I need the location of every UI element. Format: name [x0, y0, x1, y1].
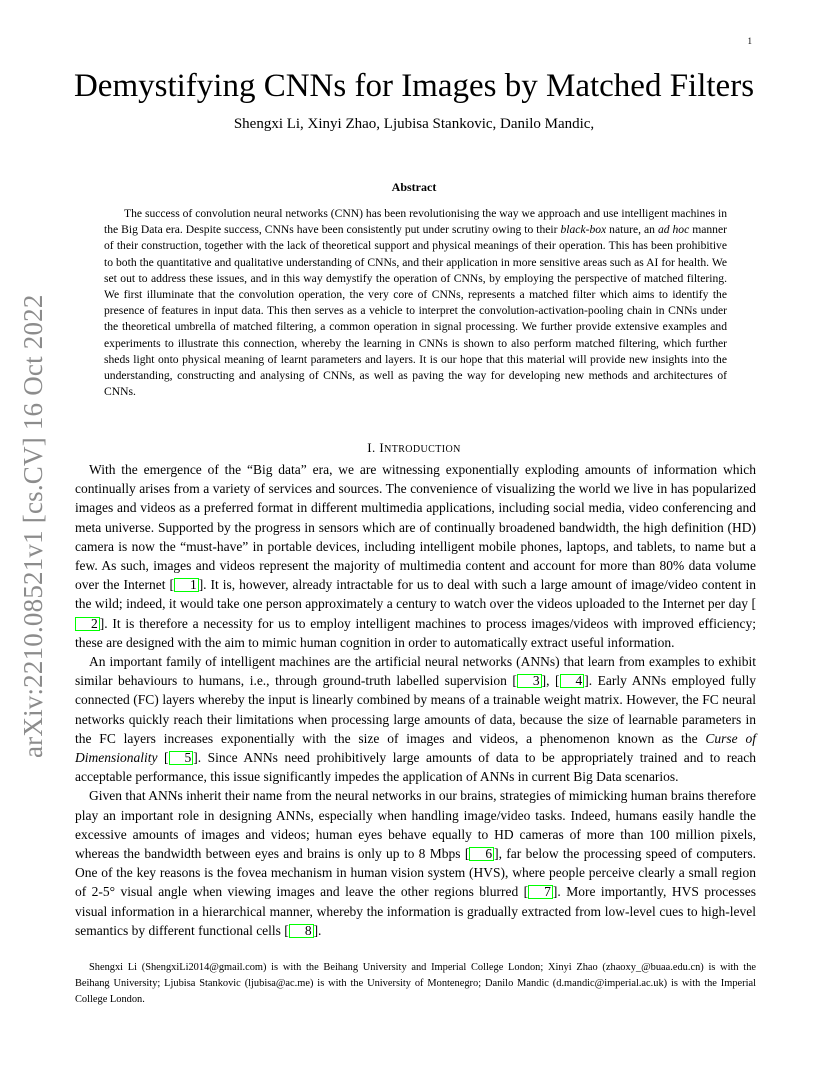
paragraph-text: ], far below the processing speed of computers. One of the key reasons is the fovea mechanism in human vision system (HVS), where people perceive clearly a small region of 2-5° visual angle when viewing images and leave the other regions blurred [: [75, 846, 757, 900]
citation-link[interactable]: 4: [560, 674, 585, 688]
paragraph-text: Given that ANNs inherit their name from the neural networks in our brains, strategies of mimicking human brains therefore play an important role in designing ANNs, especially when handling image/video tasks. Indeed, humans easily handle the excessive amounts of images and videos; human eyes behave equally to HD cameras of more than 100 million pixels, whereas the bandwidth between eyes and brains is only up to 8 Mbps [: [75, 788, 756, 862]
paragraph-3: [75, 786, 756, 940]
page-number: 1: [747, 36, 752, 46]
paragraph-text: ], [: [541, 673, 560, 689]
abstract-emphasis: black-box: [560, 223, 607, 237]
abstract-emphasis: ad hoc: [657, 223, 690, 237]
citation-link[interactable]: 3: [517, 674, 542, 688]
citation-link[interactable]: 7: [528, 885, 553, 899]
paragraph-text: ]. Early ANNs employed fully connected (FC) layers whereby the input is linearly combined by means of a trainable weight matrix. However, the FC neural networks quickly reach their limitations when processing large amounts of data, because the size of learnable parameters in the FC layers increases exponentially with the size of images and videos, a phenomenon known as the: [75, 673, 756, 746]
citation-link[interactable]: 5: [169, 751, 194, 765]
paragraph-text: ]. It is therefore a necessity for us to employ intelligent machines to process images/videos with improved efficiency; these are designed with the aim to mimic human cognition in order to automatically extract useful information.: [75, 615, 756, 650]
arxiv-identifier: arXiv:2210.08521v1 [cs.CV] 16 Oct 2022: [18, 294, 48, 758]
abstract-text-part: manner of their construction, together with the lack of theoretical support and physical meanings of their operation. This has been prohibitive to both the quantitative and qualitative understanding of CNNs, and their application in more sensitive areas such as AI for health. We set out to address these issues, and in this way demystify the operation of CNNs, by employing the perspective of matched filtering. We first illuminate that the convolution operation, the very core of CNNs, represents a matched filter which aims to identify the presence of features in input data. This then serves as a vehicle to interpret the convolution-activation-pooling chain in CNNs under the theoretical umbrella of matched filtering, a common operation in signal processing. We further provide extensive examples and experiments to illustrate this connection, whereby the learning in CNNs is shown to also perform matched filtering, which further sheds light onto physical meaning of learnt parameters and layers. It is our hope that this material will provide new insights into the understanding, constructing and analysing of CNNs, as well as paving the way for developing new methods and architectures of CNNs.: [104, 223, 727, 399]
paragraph-text: [: [157, 750, 169, 766]
abstract-text: [104, 206, 727, 400]
introduction-body: [75, 460, 756, 940]
citation-link[interactable]: 8: [289, 924, 314, 938]
paragraph-1: [75, 460, 756, 652]
section-heading-introduction: [60, 440, 768, 456]
emphasis-text: Curse of Dimensionality: [75, 730, 756, 766]
author-affiliation-footnote: Shengxi Li (ShengxiLi2014@gmail.com) is with the Beihang University and Imperial College London; Xinyi Zhao (zhaoxy_@buaa.edu.cn) is with the Beihang University; Ljubisa Stankovic (ljubisa@ac.me) is with the University of Montenegro; Danilo Mandic (d.mandic@imperial.ac.uk) is with the Imperial College London.: [75, 962, 756, 1006]
abstract-heading: Abstract: [391, 180, 437, 194]
paragraph-text: With the emergence of the “Big data” era, we are witnessing exponentially exploding amounts of information which continually arises from a variety of services and sources. The convenience of visualizing the world we live in has popularized images and videos as a preferred format in different multimedia applications, including social media, video conferencing and meta universe. Supported by the progress in sensors which are of continually broadened bandwidth, the high definition (HD) camera is now the “must-have” in portable devices, including intelligent mobile phones, laptops, and tablets, to name but a few. As such, images and videos represent the majority of multimedia content and account for more than 80% data volume over the Internet [: [75, 462, 756, 593]
section-numeral: I.: [367, 440, 376, 455]
paragraph-text: ]. It is, however, already intractable for us to deal with such a large amount of image/video content in the wild; indeed, it would take one person approximately a century to watch over the videos uploaded to the Internet per day [: [75, 577, 756, 612]
citation-link[interactable]: 2: [75, 617, 100, 631]
paragraph-text: An important family of intelligent machines are the artificial neural networks (ANNs) that learn from examples to exhibit similar behaviours to humans, i.e., through ground-truth labelled supervision [: [75, 654, 756, 689]
paragraph-text: ]. Since ANNs need prohibitively large amounts of data to be appropriately trained and to reach acceptable performance, this issue significantly impedes the application of ANNs in current Big Data scenarios.: [75, 750, 756, 785]
section-title-initial: I: [379, 440, 385, 455]
paragraph-2: [75, 652, 756, 786]
abstract-text-part: nature, an: [606, 223, 658, 237]
paper-title: Demystifying CNNs for Images by Matched Filters: [73, 68, 755, 104]
section-title-rest: NTRODUCTION: [384, 444, 461, 455]
abstract-text-part: The success of convolution neural networks (CNN) has been revolutionising the way we approach and use intelligent machines in the Big Data era. Despite success, CNNs have been consistently put under scrutiny owing to their: [104, 207, 727, 237]
author-list: Shengxi Li, Xinyi Zhao, Ljubisa Stankovic, Danilo Mandic,: [233, 116, 595, 132]
paragraph-text: ]. More importantly, HVS processes visual information in a hierarchical manner, whereby the information is gradually extracted from low-level cues to high-level semantics by different functional cells [: [75, 884, 757, 938]
citation-link[interactable]: 1: [174, 578, 199, 592]
paragraph-text: ].: [313, 922, 322, 938]
citation-link[interactable]: 6: [469, 847, 494, 861]
